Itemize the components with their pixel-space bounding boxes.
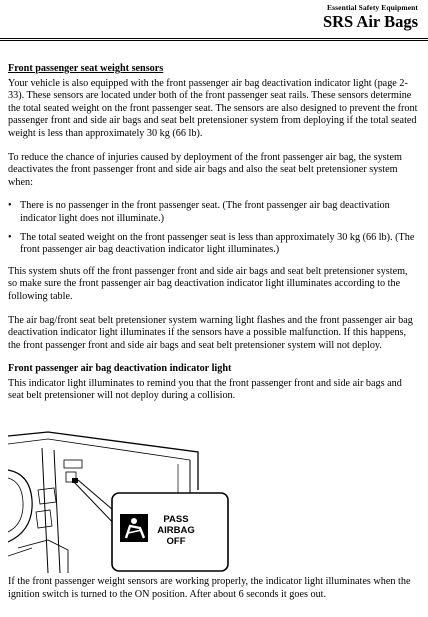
dashboard-illustration <box>8 430 230 573</box>
heading-indicator-light: Front passenger air bag deactivation indicator light <box>8 363 232 375</box>
indicator-text-airbag: AIRBAG <box>157 525 195 536</box>
page-title: SRS Air Bags <box>322 12 418 31</box>
paragraph-indicator-purpose: This indicator light illuminates to remind you that the front passenger front and side air bags and seat belt pretensioner will not deploy during a collision. <box>8 377 402 402</box>
paragraph-system-shutoff: This system shuts off the front passenger front and side air bags and seat belt pretensioner system, so make sure the front passenger air bag deactivation indicator light illuminates according to the following table. <box>8 265 408 302</box>
section-name: Essential Safety Equipment <box>327 3 418 12</box>
paragraph-indicator-operation: If the front passenger weight sensors are working properly, the indicator light illuminates when the ignition switch is turned to the ON position. After about 6 seconds it goes out. <box>8 576 411 600</box>
paragraph-sensors-intro: Your vehicle is also equipped with the front passenger air bag deactivation indicator light (page 2-33). These sensors are located under both of the front passenger seat rails. These sensors determine the total seated weight on the front passenger seat. The sensors are also designed to prevent the front passenger front and side air bags and seat belt pretensioner system from deploying if the total seated weight is less than approximately 30 kg (66 lb). <box>8 77 418 139</box>
page-header <box>0 0 428 40</box>
indicator-text-pass: PASS <box>163 514 189 525</box>
header-rule <box>0 38 428 39</box>
paragraph-deactivation-conditions: To reduce the chance of injuries caused by deployment of the front passenger air bag, the system deactivates the front passenger front and side air bags and also the seat belt pretensioner system when: <box>8 151 402 188</box>
header-rule-lower <box>0 40 428 41</box>
heading-weight-sensors: Front passenger seat weight sensors <box>8 63 164 74</box>
indicator-text-off: OFF <box>166 536 186 547</box>
document-body <box>8 63 418 414</box>
condition-list <box>8 200 418 256</box>
dashboard-drawing <box>8 430 230 573</box>
list-item: • The total seated weight on the front passenger seat is less than approximately 30 kg (66 lb). (The front passenger air bag deactivation indicator light illuminates.) <box>8 232 418 257</box>
paragraph-malfunction: The air bag/front seat belt pretensioner system warning light flashes and the front passenger air bag deactivation indicator light illuminates if the sensors have a possible malfunction. If this happens, the front passenger front and side air bags and seat belt pretensioner system will not deploy. <box>8 314 413 351</box>
list-item: • There is no passenger in the front passenger seat. (The front passenger air bag deactivation indicator light does not illuminate.) <box>8 200 418 225</box>
